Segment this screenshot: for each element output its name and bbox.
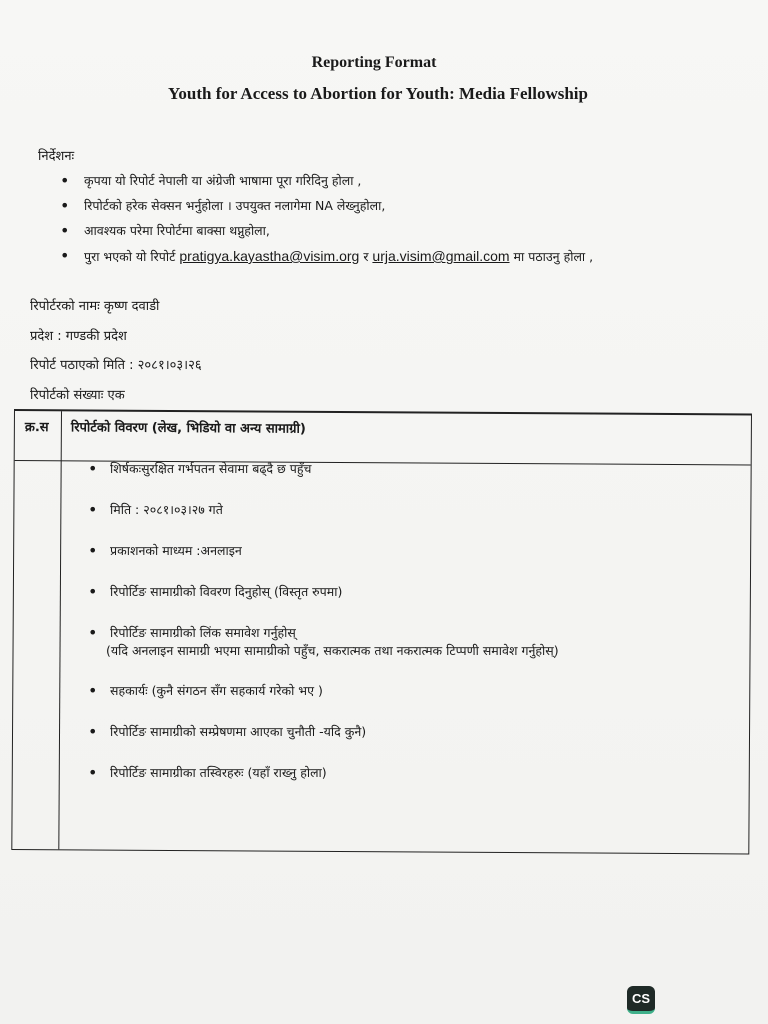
camscanner-logo-icon: CS xyxy=(627,986,655,1014)
detail-item-challenges xyxy=(86,723,559,741)
table-column-divider xyxy=(58,411,62,849)
detail-text: रिपोर्टिङ सामाग्रीको विवरण दिनुहोस् (विस्तृत रुपमा) xyxy=(110,584,343,599)
instruction-item: • रिपोर्टको हरेक सेक्सन भर्नुहोला । उपयुक्त नलागेमा NA लेख्नुहोला, xyxy=(58,195,593,220)
detail-item-photos xyxy=(86,764,559,782)
instruction-item: • आवश्यक परेमा रिपोर्टमा बाक्सा थप्नुहोला, xyxy=(58,220,593,245)
detail-item-title xyxy=(86,460,559,478)
document-subtitle: Youth for Access to Abortion for Youth: Media Fellowship xyxy=(168,84,588,103)
detail-text: सहकार्यः (कुनै संगठन सँग सहकार्य गरेको भए ) xyxy=(110,683,323,698)
instruction-item-submit xyxy=(58,245,593,270)
report-count: रिपोर्टको संख्याः एक xyxy=(30,388,125,403)
report-details-list xyxy=(86,460,559,782)
reporter-name: रिपोर्टरको नामः कृष्ण दवाडी xyxy=(30,299,160,314)
document-title: Reporting Format xyxy=(311,54,437,71)
detail-item-description xyxy=(86,583,559,601)
instruction-submit-and: र xyxy=(363,249,369,264)
instructions-list xyxy=(58,170,593,270)
detail-text: शिर्षकःसुरक्षित गर्भपतन सेवामा बढ्दै छ पहुँच xyxy=(110,461,312,476)
email-link-pratigya[interactable]: pratigya.kayastha@visim.org xyxy=(179,248,360,264)
instruction-item: • कृपया यो रिपोर्ट नेपाली या अंग्रेजी भाषामा पूरा गरिदिनु होला , xyxy=(58,170,593,195)
detail-item-medium xyxy=(86,542,559,560)
detail-text: प्रकाशनको माध्यम :अनलाइन xyxy=(110,543,242,558)
detail-item-link xyxy=(86,624,559,660)
detail-text: रिपोर्टिङ सामाग्रीका तस्विरहरुः (यहाँ राख्नु होला) xyxy=(110,765,327,780)
instructions-heading: निर्देशनः xyxy=(38,149,75,164)
email-link-urja[interactable]: urja.visim@gmail.com xyxy=(372,248,510,264)
detail-item-collaboration xyxy=(86,682,559,700)
detail-subtext: (यदि अनलाइन सामाग्री भएमा सामाग्रीको पहुँच, सकरात्मक तथा नकरात्मक टिप्पणी समावेश गर्नुहोस्) xyxy=(106,643,559,658)
instruction-submit-prefix: पुरा भएको यो रिपोर्ट xyxy=(84,249,176,264)
detail-text: मिति : २०८१।०३।२७ गते xyxy=(110,502,223,517)
report-sent-date: रिपोर्ट पठाएको मिति : २०८१।०३।२६ xyxy=(30,358,202,373)
table-header-description: रिपोर्टको विवरण (लेख, भिडियो वा अन्य सामाग्री) xyxy=(70,420,306,437)
detail-item-date xyxy=(86,501,559,519)
detail-text: रिपोर्टिङ सामाग्रीको लिंक समावेश गर्नुहोस् xyxy=(110,625,296,640)
instruction-submit-suffix: मा पठाउनु होला , xyxy=(513,249,594,264)
reporter-province: प्रदेश : गण्डकी प्रदेश xyxy=(30,329,127,344)
detail-text: रिपोर्टिङ सामाग्रीको सम्प्रेषणमा आएका चुनौती -यदि कुनै) xyxy=(110,724,367,739)
table-header-number: क्र.स xyxy=(24,420,49,436)
